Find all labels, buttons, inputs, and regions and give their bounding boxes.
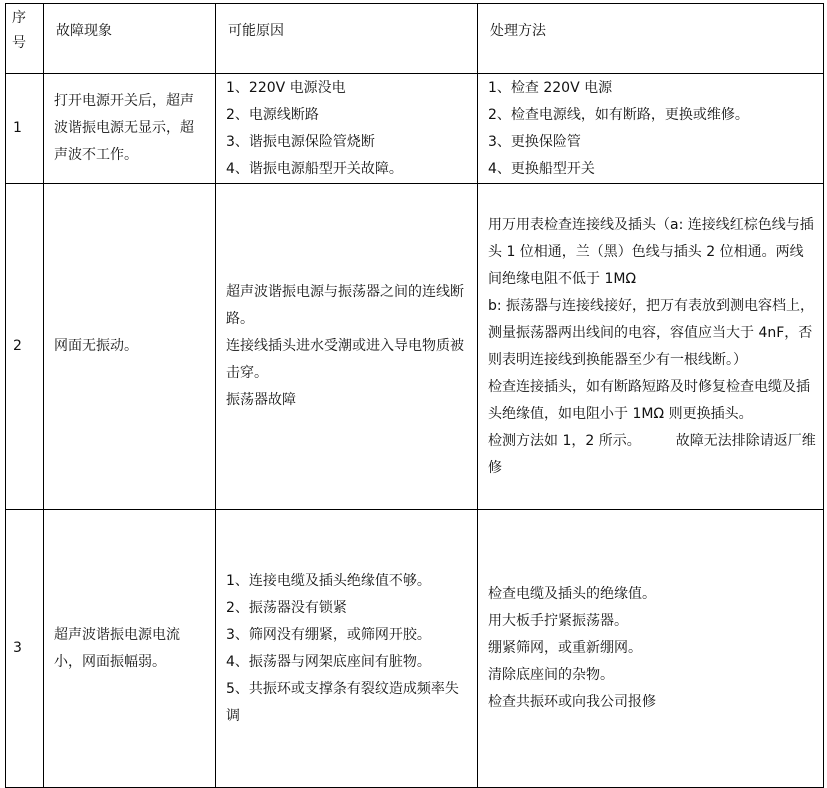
- row-number: 1: [6, 74, 44, 184]
- table-row: [6, 74, 824, 184]
- solution-item: 清除底座间的杂物。: [488, 667, 614, 683]
- symptom-text: 打开电源开关后，超声波谐振电源无显示，超声波不工作。: [54, 93, 194, 163]
- solution-item: 绷紧筛网，或重新绷网。: [488, 640, 642, 656]
- cause-list: [216, 74, 478, 184]
- solution-item: 1、检查 220V 电源: [488, 79, 613, 96]
- cause-item: 连接线插头进水受潮或进入导电物质被击穿。: [226, 338, 464, 381]
- table-row: [6, 184, 824, 510]
- header-cause: 可能原因: [216, 4, 478, 74]
- symptom-text: 超声波谐振电源电流小，网面振幅弱。: [54, 626, 180, 670]
- cause-item: 5、共振环或支撑条有裂纹造成频率失调: [226, 680, 459, 724]
- cause-item: 1、220V 电源没电: [226, 79, 346, 96]
- header-symptom: 故障现象: [44, 4, 216, 74]
- symptom-text: 网面无振动。: [54, 338, 138, 354]
- solution-item: 3、更换保险管: [488, 133, 581, 150]
- fault-table: [5, 3, 824, 788]
- cause-item: 1、连接电缆及插头绝缘值不够。: [226, 572, 431, 589]
- solution-item: 4、更换船型开关: [488, 160, 595, 177]
- cause-list: [216, 184, 478, 510]
- header-no-line2: 号: [12, 35, 26, 51]
- header-row: [6, 4, 824, 74]
- solution-list: [478, 510, 824, 788]
- header-no-line1: 序: [12, 10, 26, 26]
- solution-item: 检查电缆及插头的绝缘值。: [488, 586, 656, 602]
- solution-item: 用大板手拧紧振荡器。: [488, 613, 628, 629]
- row-number: 3: [6, 510, 44, 788]
- cause-list: [216, 510, 478, 788]
- cause-item: 3、谐振电源保险管烧断: [226, 133, 375, 150]
- row-number: 2: [6, 184, 44, 510]
- solution-item: 检查连接插头，如有断路短路及时修复检查电缆及插头绝缘值，如电阻小于 1MΩ 则更换插头。: [488, 378, 810, 422]
- cause-item: 振荡器故障: [226, 392, 296, 408]
- solution-item: 检查共振环或向我公司报修: [488, 694, 656, 710]
- cause-item: 3、筛网没有绷紧，或筛网开胶。: [226, 626, 431, 643]
- table-row: [6, 510, 824, 788]
- cause-item: 2、振荡器没有锁紧: [226, 599, 347, 616]
- solution-list: [478, 184, 824, 510]
- cause-item: 4、振荡器与网架底座间有脏物。: [226, 653, 431, 670]
- header-solution: 处理方法: [478, 4, 824, 74]
- solution-item: 2、检查电源线，如有断路，更换或维修。: [488, 106, 749, 123]
- cause-item: 4、谐振电源船型开关故障。: [226, 160, 403, 177]
- cause-item: 超声波谐振电源与振荡器之间的连线断路。: [226, 284, 464, 327]
- header-no-cell: [6, 4, 44, 74]
- cause-item: 2、电源线断路: [226, 106, 319, 123]
- solution-item: 用万用表检查连接线及插头（a: 连接线红棕色线与插头 1 位相通，兰（黑）色线与插头 2 位相通。两线间绝缘电阻不低于 1MΩ: [488, 216, 814, 287]
- solution-item: b: 振荡器与连接线接好，把万有表放到测电容档上，测量振荡器两出线间的电容，容值应当大于 4nF，否则表明连接线到换能器至少有一根线断。）: [488, 297, 815, 368]
- solution-item: 检测方法如 1，2 所示。 故障无法排除请返厂维修: [488, 432, 816, 476]
- solution-list: [478, 74, 824, 184]
